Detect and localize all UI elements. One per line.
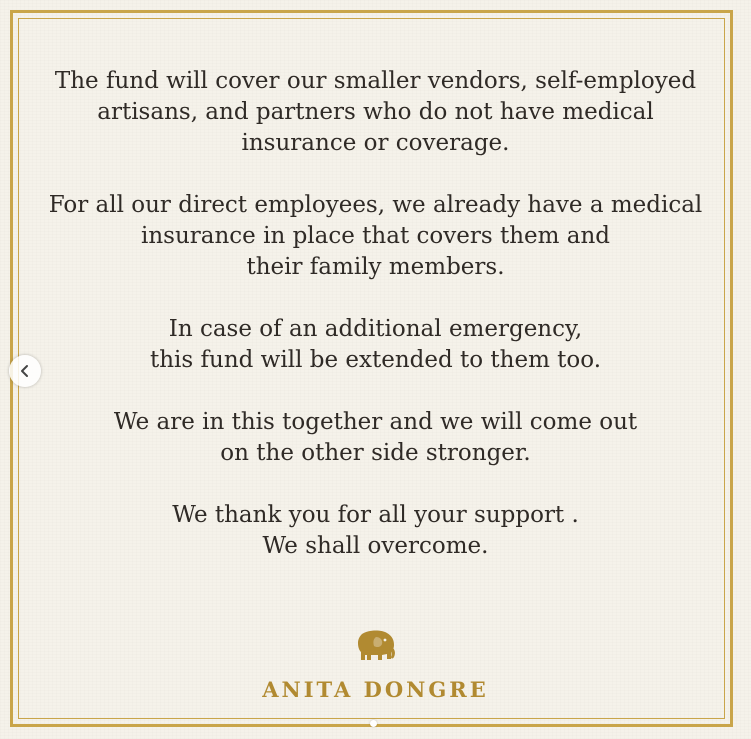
text-line: artisans, and partners who do not have medical (97, 99, 654, 125)
carousel-indicator-dot (370, 720, 377, 727)
text-line: For all our direct employees, we already have a medical (48, 192, 703, 218)
brand-logo (0, 628, 751, 702)
paragraph-fund (30, 66, 721, 159)
text-line: on the other side stronger. (220, 440, 531, 466)
text-line: their family members. (246, 254, 505, 280)
text-line: We are in this together and we will come out (113, 409, 638, 435)
paragraph-together (30, 407, 721, 469)
text-line: In case of an additional emergency, (168, 316, 583, 342)
text-line: insurance or coverage. (241, 130, 510, 156)
elephant-icon (354, 628, 398, 664)
text-line: The fund will cover our smaller vendors, self-employed (54, 68, 697, 94)
text-line: insurance in place that covers them and (141, 223, 610, 249)
paragraph-thanks (30, 500, 721, 562)
text-line: We shall overcome. (262, 533, 489, 559)
paragraph-employees (30, 190, 721, 283)
message-text (30, 66, 721, 593)
paragraph-emergency (30, 314, 721, 376)
carousel-previous-button[interactable] (9, 355, 41, 387)
text-line: this fund will be extended to them too. (149, 347, 602, 373)
chevron-left-icon (18, 364, 32, 378)
text-line: We thank you for all your support . (172, 502, 579, 528)
brand-name: ANITA DONGRE (262, 677, 489, 702)
